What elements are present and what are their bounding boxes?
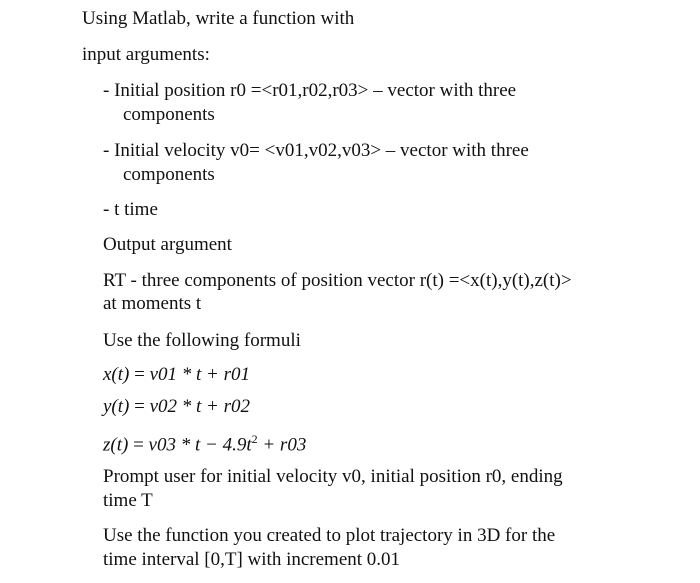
- output-rt-cont: at moments t: [103, 293, 202, 314]
- intro-line-2: input arguments:: [82, 44, 210, 65]
- formula-x-rhs: v01 * t + r01: [149, 364, 251, 385]
- formula-y: y(t) = v02 * t + r02: [103, 396, 251, 417]
- prompt-line-2: time T: [103, 490, 153, 511]
- input-arg-t: - t time: [103, 199, 158, 220]
- formula-z-rhs-b: + r03: [257, 434, 307, 456]
- input-arg-r0: - Initial position r0 =<r01,r02,r03> – vector with three: [103, 80, 517, 101]
- formula-z: $z(t) = v03 * t - 4.9t^2 + r03$: [103, 432, 307, 456]
- formula-z-exponent: 2: [251, 432, 258, 446]
- formula-x-lhs: x(t): [103, 364, 130, 385]
- prompt-line-1: Prompt user for initial velocity v0, initial position r0, ending: [103, 466, 563, 487]
- intro-line-1: Using Matlab, write a function with: [82, 8, 355, 29]
- input-arg-v0-cont: components: [123, 164, 215, 185]
- plot-line-1: Use the function you created to plot trajectory in 3D for the: [103, 525, 556, 546]
- input-arg-v0: - Initial velocity v0= <v01,v02,v03> – vector with three: [103, 140, 529, 161]
- output-rt-line: RT - three components of position vector r(t) =<x(t),y(t),z(t)>: [103, 270, 572, 291]
- output-heading: Output argument: [103, 234, 232, 255]
- formula-y-lhs: y(t): [103, 396, 130, 417]
- formula-z-lhs: z(t): [103, 434, 129, 456]
- formula-y-rhs: v02 * t + r02: [149, 396, 251, 417]
- input-arg-r0-cont: components: [123, 104, 215, 125]
- formulas-heading: Use the following formuli: [103, 330, 301, 351]
- formula-z-rhs-a: v03 * t − 4.9t: [148, 434, 252, 456]
- formula-x: x(t) = v01 * t + r01: [103, 364, 251, 385]
- plot-line-2: time interval [0,T] with increment 0.01: [103, 549, 401, 570]
